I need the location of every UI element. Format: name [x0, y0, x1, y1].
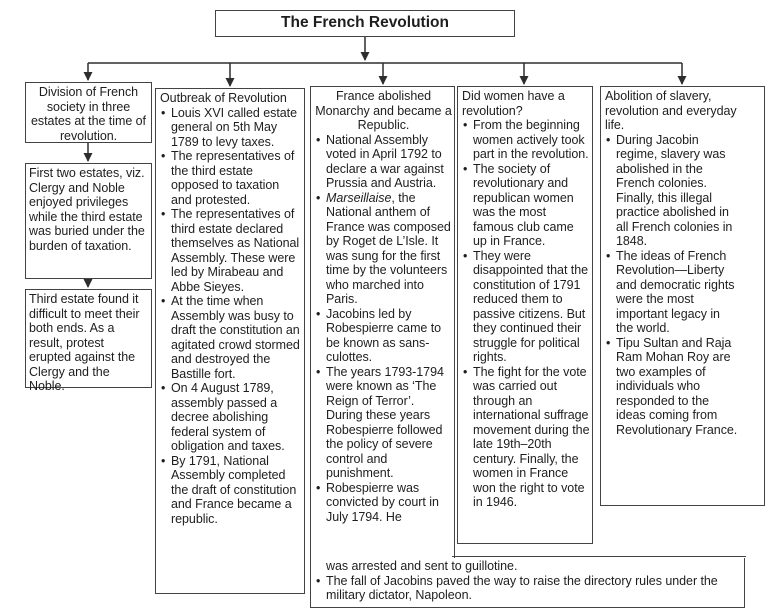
slavery-header: Abolition of slavery, revolution and everyday life. [605, 89, 737, 132]
bullet-item: • Robespierre was convicted by court in July 1794. He [315, 481, 452, 525]
box-republic-extension [310, 558, 745, 608]
bullet-item: • Louis XVI called estate general on 5th May 1789 to levy taxes. [160, 106, 302, 150]
title-box [215, 10, 515, 37]
bullet-item: • Jacobins led by Robespierre came to be known as sans-culottes. [315, 307, 452, 365]
box-third-estate [25, 289, 152, 393]
third-estate-text: Third estate found it difficult to meet their both ends. As a result, protest erupted against the Clergy and the Noble. [29, 292, 140, 393]
bullet-item: • At the time when Assembly was busy to draft the constitution an agitated crowd stormed and destroyed the Bastille fort. [160, 294, 302, 381]
bullet-item: • On 4 August 1789, assembly passed a decree abolishing federal system of obligation and taxes. [160, 381, 302, 454]
box-women-revolution [457, 86, 593, 544]
bullet-item: • The years 1793-1794 were known as ‘The Reign of Terror’. During these years Robespierre followed the policy of severe control and punishment. [315, 365, 452, 481]
box-outbreak-of-revolution [155, 88, 305, 594]
bullet-continuation: was arrested and sent to guillotine. [326, 559, 518, 573]
outbreak-header: Outbreak of Revolution [160, 91, 287, 105]
bullet-item [315, 191, 452, 307]
bullet-item: • National Assembly voted in April 1792 to declare a war against Prussia and Austria. [315, 133, 452, 191]
marseillaise-italic: Marseillaise [326, 190, 392, 205]
box-division-of-society [25, 82, 152, 143]
bullet-item: • The fall of Jacobins paved the way to raise the directory rules under the military dictator, Napoleon. [315, 574, 740, 603]
republic-header: France abolished Monarchy and became a Republic. [315, 89, 452, 132]
box-first-two-estates [25, 163, 152, 279]
bullet-item: • The representatives of third estate declared themselves as National Assembly. These were led by Mirabeau and Abbe Sieyes. [160, 207, 302, 294]
estates-text: First two estates, viz. Clergy and Noble enjoyed privileges while the third estate was buried under the burden of taxation. [29, 166, 145, 253]
marseillaise-rest: , the National anthem of France was composed by Roget de L’Isle. It was sung for the first time by the volunteers who marched into Paris. [326, 190, 451, 306]
bullet-item: • The ideas of French Revolution—Liberty and democratic rights were the most important legacy in the world. [605, 249, 740, 336]
bullet-item: • By 1791, National Assembly completed the draft of constitution and France became a republic. [160, 454, 302, 527]
box-republic [310, 86, 455, 558]
bullet-item: • The fight for the vote was carried out through an international suffrage movement during the late 19th–20th century. Finally, the women in France won the right to vote in 1946. [462, 365, 590, 510]
bullet-item: • The society of revolutionary and republican women was the most famous club came up in France. [462, 162, 590, 249]
bullet-item: • The representatives of the third estate opposed to taxation and protested. [160, 149, 302, 207]
bullet-item: • From the beginning women actively took part in the revolution. [462, 118, 590, 162]
box-abolition-slavery [600, 86, 765, 506]
bullet-item: • During Jacobin regime, slavery was abolished in the French colonies. Finally, this illegal practice abolished in all French colonies in 1848. [605, 133, 740, 249]
division-text: Division of French society in three estates at the time of revolution. [31, 85, 146, 143]
diagram-title: The French Revolution [281, 14, 449, 32]
bullet-item: • They were disappointed that the constitution of 1791 reduced them to passive citizens. But they continued their struggle for political rights. [462, 249, 590, 365]
bullet-item: • Tipu Sultan and Raja Ram Mohan Roy are two examples of individuals who responded to the ideas coming from Revolutionary France. [605, 336, 740, 438]
women-header: Did women have a revolution? [462, 89, 565, 118]
extension-top-border [452, 556, 746, 557]
